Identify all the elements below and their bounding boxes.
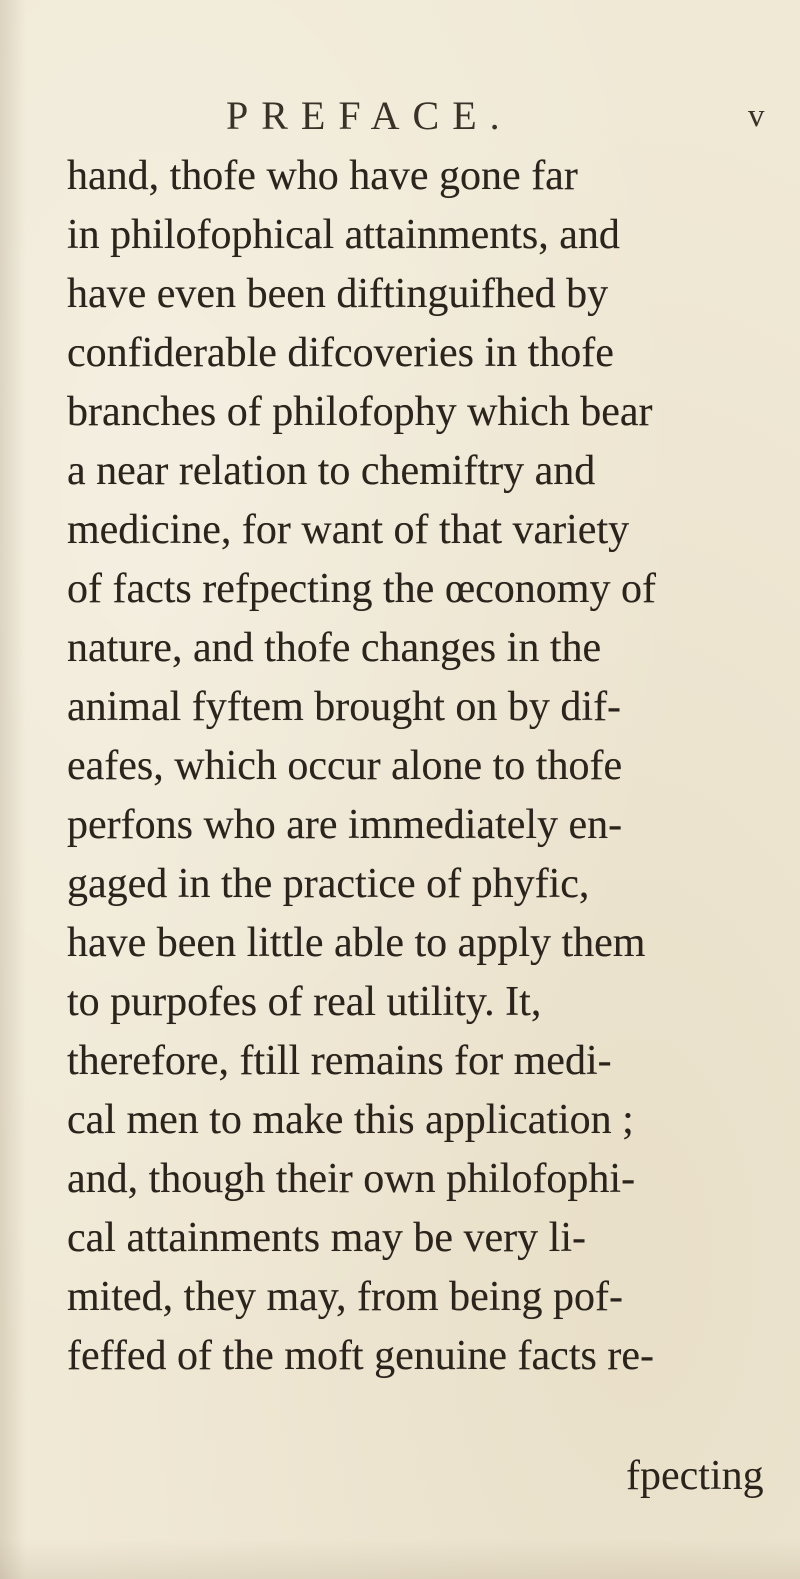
text-line: have even been diftinguifhed by: [67, 271, 609, 317]
text-line: medicine, for want of that variety: [67, 507, 630, 553]
page-header: [0, 92, 800, 142]
running-head: PREFACE.: [226, 93, 513, 138]
text-line: to purpofes of real utility. It,: [67, 979, 542, 1025]
text-line: cal men to make this application ;: [67, 1097, 634, 1143]
page-bottom-shadow: [0, 1539, 800, 1579]
text-line: mited, they may, from being pof-: [67, 1274, 623, 1320]
text-line: therefore, ftill remains for medi-: [67, 1038, 612, 1084]
text-line: eafes, which occur alone to thofe: [67, 743, 623, 789]
text-line: of facts refpecting the œconomy of: [67, 566, 656, 612]
text-line: perfons who are immediately en-: [67, 802, 623, 848]
text-line: animal fyftem brought on by dif-: [67, 684, 622, 730]
text-line: a near relation to chemiftry and: [67, 448, 596, 494]
catchword: fpecting: [626, 1453, 764, 1499]
text-line: feffed of the moft genuine facts re-: [67, 1333, 654, 1379]
text-line: and, though their own philofophi-: [67, 1156, 636, 1202]
text-line: in philofophical attainments, and: [67, 212, 620, 258]
text-line: confiderable difcoveries in thofe: [67, 330, 614, 376]
text-line: nature, and thofe changes in the: [67, 625, 602, 671]
text-line: hand, thofe who have gone far: [67, 153, 578, 199]
text-line: gaged in the practice of phyfic,: [67, 861, 590, 907]
text-line: have been little able to apply them: [67, 920, 646, 966]
text-line: cal attainments may be very li-: [67, 1215, 586, 1261]
text-line: branches of philofophy which bear: [67, 389, 653, 435]
page-gutter-shadow: [0, 0, 26, 1579]
page-number: v: [748, 98, 765, 134]
